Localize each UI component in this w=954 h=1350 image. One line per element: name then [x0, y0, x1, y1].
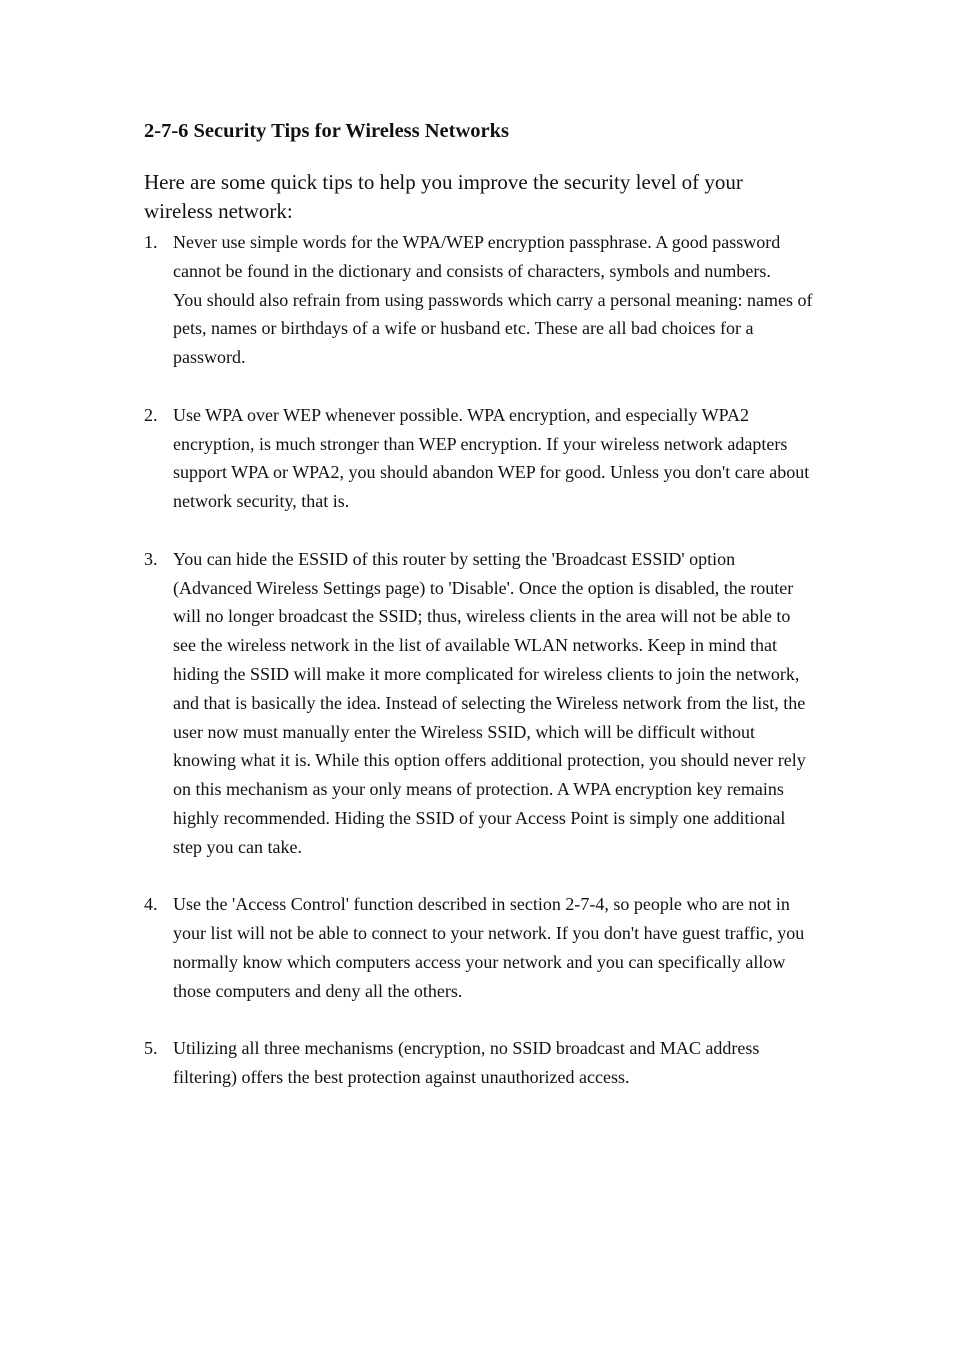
list-item-number: 5. — [144, 1038, 158, 1059]
list-item — [144, 890, 814, 1005]
list-item — [144, 1034, 814, 1092]
list-item-number: 4. — [144, 894, 158, 915]
list-item-number: 2. — [144, 404, 158, 425]
list-item-number: 1. — [144, 232, 158, 252]
tips-list — [144, 228, 814, 1092]
list-item-text: Utilizing all three mechanisms (encryption, no SSID broadcast and MAC address filtering) offers the best protection against unauthorized access. — [173, 1038, 760, 1088]
list-item-text: Use the 'Access Control' function described in section 2-7-4, so people who are not in your list will not be able to connect to your network. If you don't have guest traffic, you normally know which computers access your network and you can specifically allow those computers and deny all the others. — [173, 894, 805, 1001]
list-item-number: 3. — [144, 548, 158, 569]
list-item-text: You should also refrain from using passwords which carry a personal meaning: names of pets, names or birthdays of a wife or husband etc. These are all bad choices for a password. — [173, 289, 813, 368]
intro-paragraph: Here are some quick tips to help you improve the security level of your wireless network: — [144, 170, 743, 223]
list-item-text: Use WPA over WEP whenever possible. WPA encryption, and especially WPA2 encryption, is much stronger than WEP encryption. If your wireless network adapters support WPA or WPA2, you should abandon WEP for good. Unless you don't care about network security, that is. — [173, 404, 810, 512]
section-heading: 2-7-6 Security Tips for Wireless Networks — [144, 120, 510, 142]
document-page — [144, 114, 814, 1121]
list-item — [144, 401, 814, 516]
list-item-text: You can hide the ESSID of this router by setting the 'Broadcast ESSID' option (Advanced Wireless Settings page) to 'Disable'. Once the option is disabled, the router will no longer broadcast the SSID; thus, wireless clients in the area will not be able to see the wireless network in the list of available WLAN networks. Keep in mind that hiding the SSID will make it more complicated for wireless clients to join the network, and that is basically the idea. Instead of selecting the Wireless network from the list, the user now must manually enter the Wireless SSID, which will be difficult without knowing what it is. While this option offers additional protection, you should never rely on this mechanism as your only means of protection. A WPA encryption key remains highly recommended. Hiding the SSID of your Access Point is simply one additional step you can take. — [173, 548, 806, 857]
list-item-text: Never use simple words for the WPA/WEP encryption passphrase. A good password cannot be found in the dictionary and consists of characters, symbols and numbers. — [173, 232, 781, 281]
list-item — [144, 228, 814, 372]
list-item — [144, 545, 814, 862]
